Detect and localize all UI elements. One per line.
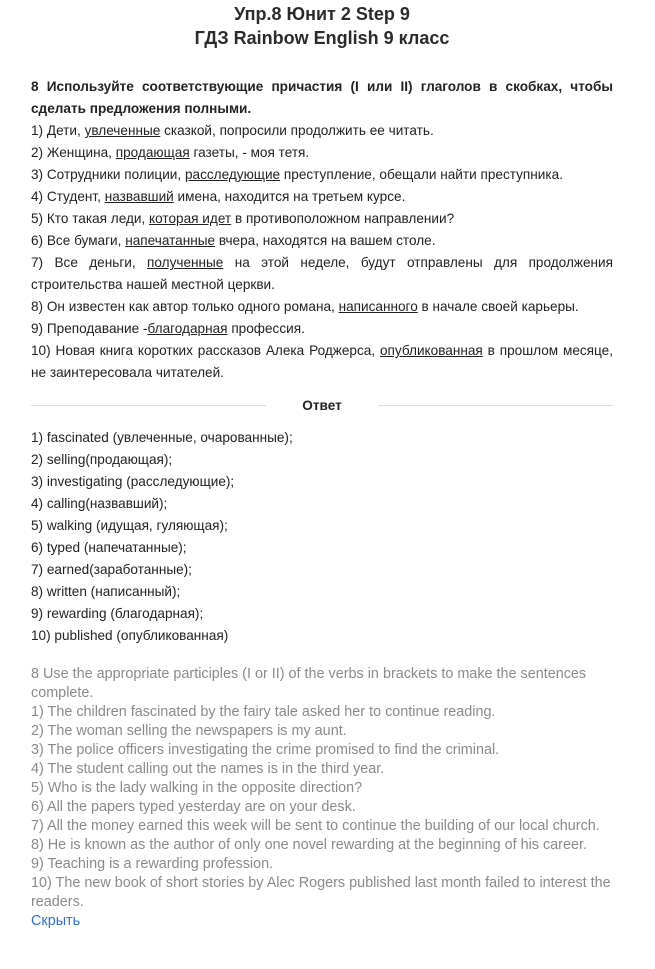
translation-block: [31, 665, 613, 912]
task-sentence: [31, 142, 613, 164]
participle-underlined: расследующие: [184, 167, 281, 182]
answer-item: 3) investigating (расследующие);: [31, 474, 235, 489]
sentence-text: 3) Сотрудники полиции,: [31, 167, 185, 182]
translation-sentence: 6) All the papers typed yesterday are on your desk.: [31, 799, 356, 815]
sentence-text: профессия.: [227, 321, 305, 336]
task-sentence: [31, 164, 613, 186]
answer-item: 5) walking (идущая, гуляющая);: [31, 518, 228, 533]
page-title: [31, 0, 613, 50]
task-heading: 8 Используйте соответствующие причастия (I или II) глаголов в скобках, чтобы сделать предложения полными.: [31, 79, 613, 116]
sentence-text: преступление, обещали найти преступника.: [280, 167, 563, 182]
translation-sentence: 1) The children fascinated by the fairy tale asked her to continue reading.: [31, 704, 496, 720]
answer-item: 4) calling(назвавший);: [31, 496, 168, 511]
answer-item: 6) typed (напечатанные);: [31, 540, 187, 555]
divider-line-right: [378, 405, 613, 406]
sentence-text: в прошлом месяце, не заинтересовала читателей.: [31, 343, 614, 380]
task-sentence: [31, 230, 613, 252]
participle-underlined: опубликованная: [379, 343, 483, 358]
sentence-text: 10) Новая книга коротких рассказов Алека Роджерса,: [31, 343, 380, 358]
translation-sentence: 3) The police officers investigating the crime promised to find the criminal.: [31, 742, 500, 758]
answer-item: 1) fascinated (увлеченные, очарованные);: [31, 430, 293, 445]
translation-heading: 8 Use the appropriate participles (I or II) of the verbs in brackets to make the sentences complete.: [31, 666, 587, 701]
answers-list: [31, 427, 613, 647]
sentence-text: газеты, - моя тетя.: [189, 145, 310, 160]
sentence-text: в противоположном направлении?: [231, 211, 455, 226]
sentence-text: 2) Женщина,: [31, 145, 116, 160]
sentence-text: в начале своей карьеры.: [417, 299, 579, 314]
participle-underlined: написанного: [338, 299, 418, 314]
sentence-text: сказкой, попросили продолжить ее читать.: [160, 123, 434, 138]
participle-underlined: продающая: [115, 145, 190, 160]
answer-item: 2) selling(продающая);: [31, 452, 173, 467]
answer-label: Ответ: [302, 398, 342, 413]
sentence-text: 6) Все бумаги,: [31, 233, 126, 248]
task-sentence: [31, 252, 613, 296]
sentence-text: на этой неделе, будут отправлены для продолжения строительства нашей местной церкви.: [31, 255, 613, 292]
task-sentence: [31, 296, 613, 318]
participle-underlined: полученные: [147, 255, 224, 270]
participle-underlined: напечатанные: [125, 233, 216, 248]
translation-sentence: 10) The new book of short stories by Alec Rogers published last month failed to interest the readers.: [31, 875, 611, 910]
sentence-text: имена, находится на третьем курсе.: [173, 189, 406, 204]
sentence-text: 4) Студент,: [31, 189, 105, 204]
task-sentence: [31, 340, 613, 384]
task-sentences: [31, 120, 613, 384]
answer-item: 7) earned(заработанные);: [31, 562, 192, 577]
task-block: [31, 76, 613, 384]
translation-sentence: 2) The woman selling the newspapers is my aunt.: [31, 723, 347, 739]
translation-sentence: 4) The student calling out the names is in the third year.: [31, 761, 385, 777]
sentence-text: 1) Дети,: [31, 123, 85, 138]
translation-sentence: 9) Teaching is a rewarding profession.: [31, 856, 274, 872]
title-line-2: ГДЗ Rainbow English 9 класс: [194, 28, 450, 48]
divider-line-left: [31, 405, 266, 406]
title-line-1: Упр.8 Юнит 2 Step 9: [234, 4, 410, 24]
sentence-text: вчера, находятся на вашем столе.: [215, 233, 436, 248]
answer-divider: [31, 398, 613, 413]
translation-sentence: 5) Who is the lady walking in the opposite direction?: [31, 780, 363, 796]
task-sentence: [31, 120, 613, 142]
sentence-text: 8) Он известен как автор только одного романа,: [31, 299, 339, 314]
task-sentence: [31, 208, 613, 230]
answer-item: 8) written (написанный);: [31, 584, 181, 599]
hide-link[interactable]: Скрыть: [31, 913, 81, 929]
participle-underlined: увлеченные: [84, 123, 161, 138]
translation-sentence: 7) All the money earned this week will be sent to continue the building of our local church.: [31, 818, 600, 834]
participle-underlined: назвавший: [104, 189, 174, 204]
translation-sentence: 8) He is known as the author of only one novel rewarding at the beginning of his career.: [31, 837, 587, 853]
answer-item: 10) published (опубликованная): [31, 628, 229, 643]
sentence-text: 9) Преподавание -: [31, 321, 148, 336]
task-sentence: [31, 318, 613, 340]
participle-underlined: которая идет: [149, 211, 232, 226]
participle-underlined: благодарная: [147, 321, 228, 336]
sentence-text: 7) Все деньги,: [31, 255, 148, 270]
task-sentence: [31, 186, 613, 208]
sentence-text: 5) Кто такая леди,: [31, 211, 150, 226]
answer-item: 9) rewarding (благодарная);: [31, 606, 204, 621]
